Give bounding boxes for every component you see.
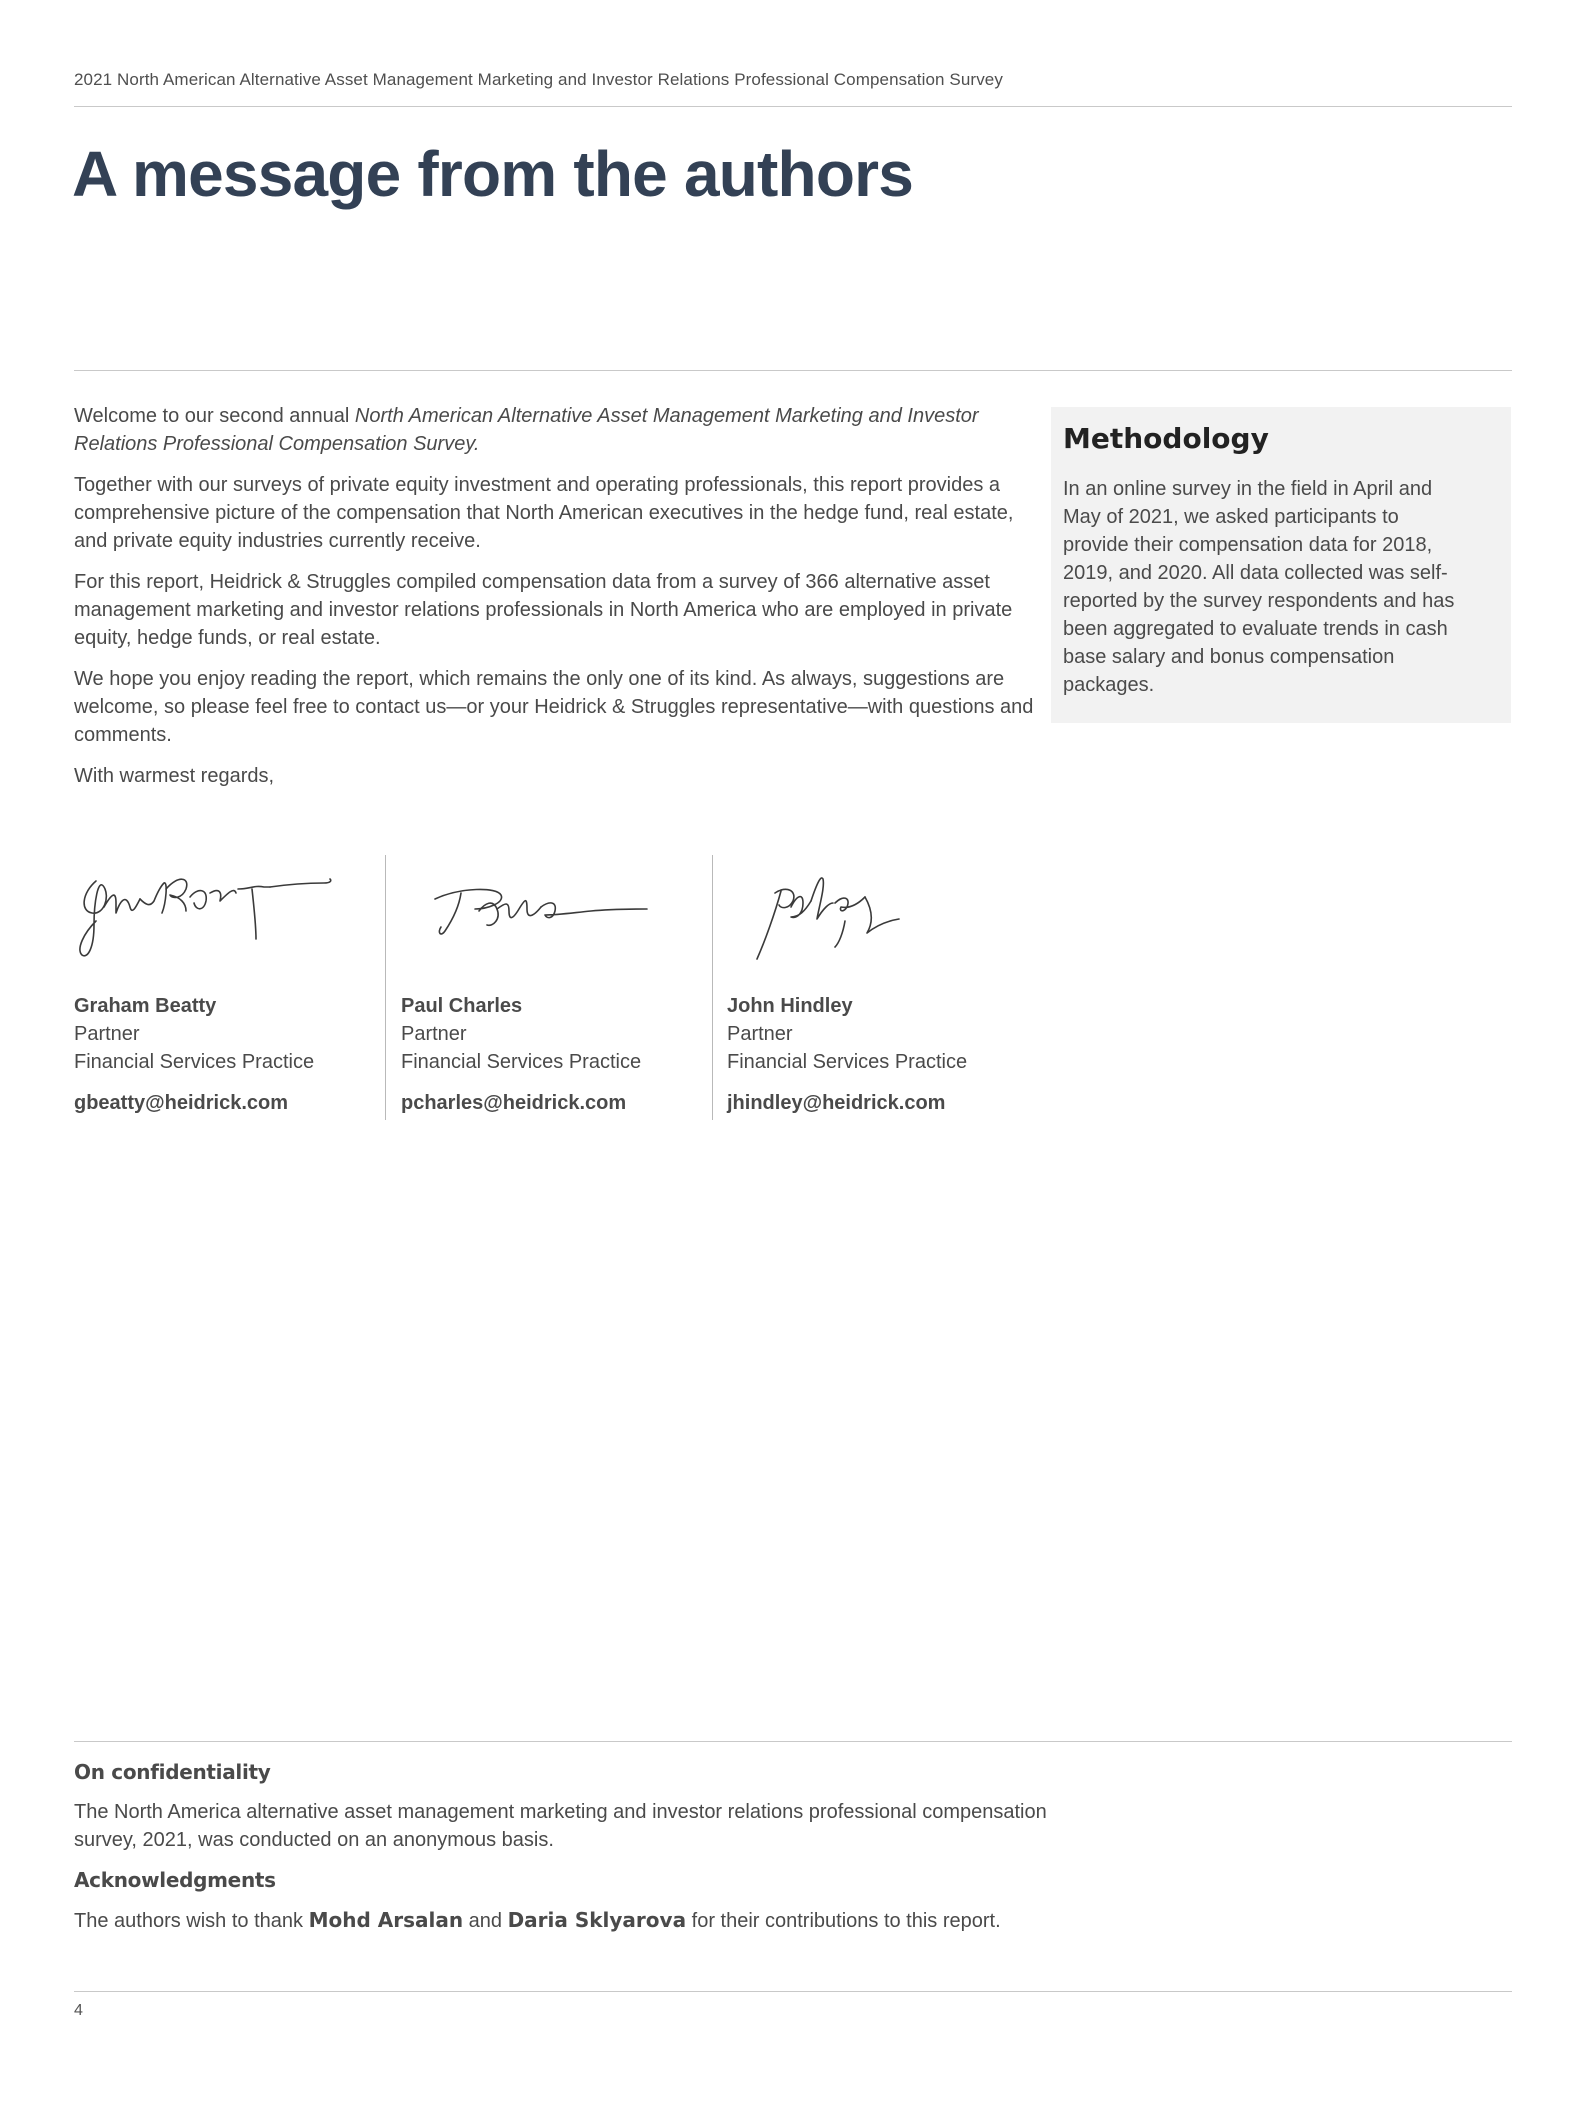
survey-title-italic: North American Alternative Asset Management Marketing and Investor Relations Professional Compensation Survey. bbox=[74, 405, 979, 455]
author-name: Graham Beatty bbox=[74, 995, 217, 1017]
intro-paragraph-2: Together with our surveys of private equity investment and operating professionals, this report provides a comprehensive picture of the compensation that North American executives in the hedge fund, real estate, and private equity industries currently receive. bbox=[74, 474, 1014, 552]
intro-lead-text: Welcome to our second annual bbox=[74, 405, 355, 427]
author-name: John Hindley bbox=[727, 995, 853, 1017]
page-footer-rule bbox=[74, 1991, 1512, 1992]
author-role: Partner bbox=[401, 1023, 467, 1045]
intro-paragraph-1 bbox=[74, 402, 1034, 458]
footer-notes bbox=[74, 1760, 1074, 1949]
author-card bbox=[401, 855, 711, 1120]
column-divider bbox=[712, 855, 713, 1120]
signature-paul-charles bbox=[401, 863, 661, 973]
page-number: 4 bbox=[74, 2002, 83, 2019]
methodology-heading: Methodology bbox=[1063, 422, 1269, 455]
intro-paragraph-3: For this report, Heidrick & Struggles compiled compensation data from a survey of 366 alternative asset management marketing and investor relations professionals in North America who are employed in private equity, hedge funds, or real estate. bbox=[74, 571, 1013, 649]
confidentiality-heading: On confidentiality bbox=[74, 1760, 271, 1784]
acknowledgments-heading: Acknowledgments bbox=[74, 1868, 276, 1892]
confidentiality-body: The North America alternative asset management marketing and investor relations professional compensation survey, 2021, was conducted on an anonymous basis. bbox=[74, 1801, 1047, 1851]
header-rule bbox=[74, 106, 1512, 107]
author-department: Financial Services Practice bbox=[74, 1051, 315, 1073]
footer-notes-rule bbox=[74, 1741, 1512, 1742]
intro-paragraph-4: We hope you enjoy reading the report, which remains the only one of its kind. As always, suggestions are welcome, so please feel free to contact us—or your Heidrick & Struggles representative—with questions and comments. bbox=[74, 668, 1034, 746]
methodology-box bbox=[1051, 407, 1511, 723]
author-department: Financial Services Practice bbox=[401, 1051, 642, 1073]
author-signatures bbox=[74, 855, 1054, 1120]
title-rule bbox=[74, 370, 1512, 371]
author-card bbox=[74, 855, 384, 1120]
author-email[interactable]: pcharles@heidrick.com bbox=[401, 1092, 627, 1114]
author-name: Paul Charles bbox=[401, 995, 523, 1017]
intro-letter bbox=[74, 402, 1034, 803]
closing-salutation: With warmest regards, bbox=[74, 765, 275, 787]
author-role: Partner bbox=[727, 1023, 793, 1045]
page-title: A message from the authors bbox=[72, 138, 914, 210]
author-department: Financial Services Practice bbox=[727, 1051, 968, 1073]
acknowledgments-body bbox=[74, 1906, 1074, 1935]
ack-name-2: Daria Sklyarova bbox=[507, 1908, 687, 1932]
ack-name-1: Mohd Arsalan bbox=[308, 1908, 464, 1932]
running-header: 2021 North American Alternative Asset Management Marketing and Investor Relations Professional Compensation Survey bbox=[74, 70, 1003, 89]
author-card bbox=[727, 855, 1037, 1120]
ack-and: and bbox=[463, 1910, 508, 1932]
column-divider bbox=[385, 855, 386, 1120]
author-role: Partner bbox=[74, 1023, 140, 1045]
methodology-body: In an online survey in the field in April and May of 2021, we asked participants to provide their compensation data for 2018, 2019, and 2020. All data collected was self-reported by the survey respondents and has been aggregated to evaluate trends in cash base salary and bonus compensation packages. bbox=[1063, 478, 1455, 696]
ack-lead: The authors wish to thank bbox=[74, 1910, 309, 1932]
signature-john-hindley bbox=[727, 863, 987, 973]
ack-tail: for their contributions to this report. bbox=[686, 1910, 1001, 1932]
author-email[interactable]: jhindley@heidrick.com bbox=[727, 1092, 946, 1114]
author-email[interactable]: gbeatty@heidrick.com bbox=[74, 1092, 289, 1114]
signature-graham-beatty bbox=[74, 863, 334, 973]
